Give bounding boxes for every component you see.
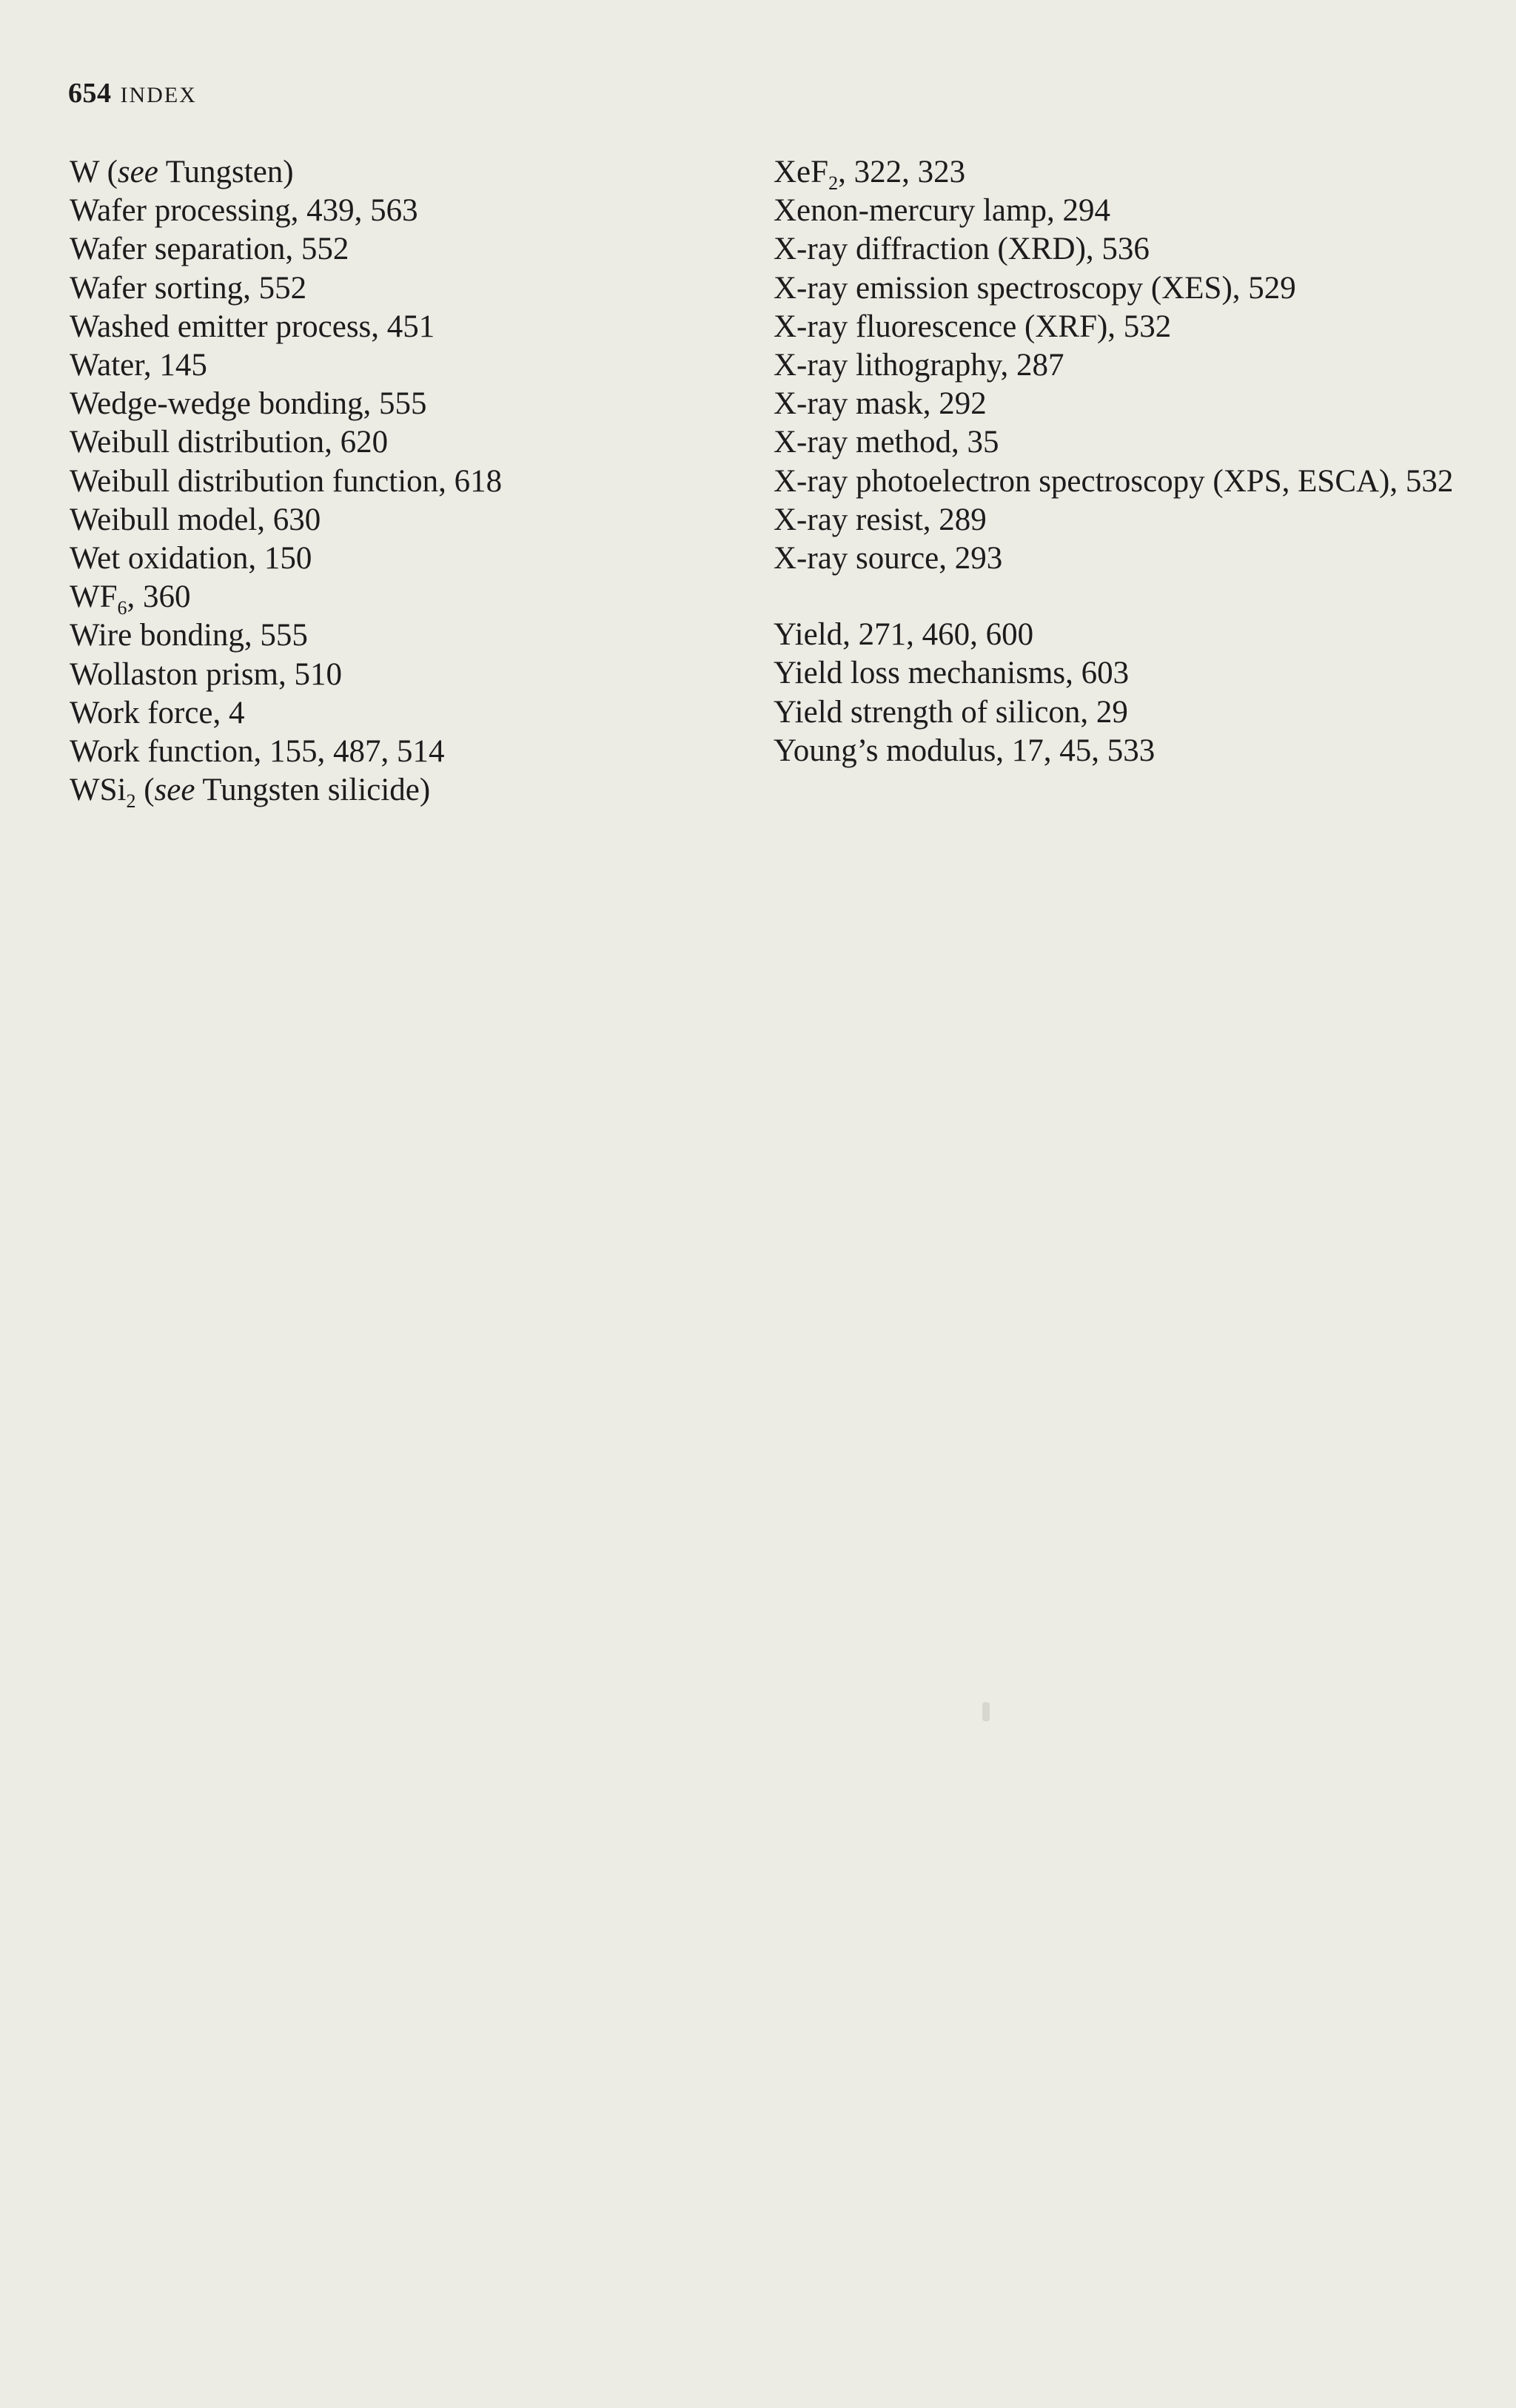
running-head: INDEX	[120, 83, 197, 107]
index-entry: Yield strength of silicon, 29	[774, 694, 1128, 730]
index-column-right	[774, 153, 1484, 770]
index-column-left	[70, 153, 736, 813]
index-entry: X-ray source, 293	[774, 541, 1003, 576]
index-entry: Wafer separation, 552	[70, 232, 349, 267]
index-entry: Young’s modulus, 17, 45, 533	[774, 733, 1156, 768]
index-entry: X-ray photoelectron spectroscopy (XPS, ESCA), 532	[774, 463, 1454, 499]
index-entry: Work function, 155, 487, 514	[70, 734, 445, 770]
index-entry: Xenon-mercury lamp, 294	[774, 193, 1110, 229]
index-entry: Washed emitter process, 451	[70, 309, 435, 344]
index-entry: X-ray lithography, 287	[774, 348, 1064, 383]
index-entry: Work force, 4	[70, 695, 245, 730]
index-entry: $WF_6$, 360	[70, 579, 191, 619]
index-entry: X-ray emission spectroscopy (XES), 529	[774, 270, 1296, 306]
index-entry: XeF$_2$, 322, 323	[774, 155, 966, 194]
index-entry: W (see Tungsten)	[70, 155, 294, 189]
index-entry: Weibull distribution function, 618	[70, 463, 503, 499]
index-entry: X-ray diffraction (XRD), 536	[774, 232, 1150, 267]
index-entry: Wafer processing, 439, 563	[70, 193, 418, 229]
index-entry: X-ray fluorescence (XRF), 532	[774, 309, 1172, 344]
index-entry: Wollaston prism, 510	[70, 656, 342, 692]
index-entry: Yield loss mechanisms, 603	[774, 656, 1130, 691]
index-entry: Wedge-wedge bonding, 555	[70, 386, 427, 422]
index-entry: WSi$_2$ (see Tungsten silicide)	[70, 773, 431, 813]
page-header	[68, 77, 197, 110]
index-entry: Water, 145	[70, 348, 207, 383]
index-entry: Wet oxidation, 150	[70, 541, 312, 576]
index-entry: Weibull distribution, 620	[70, 425, 389, 460]
index-entry: Wafer sorting, 552	[70, 270, 307, 306]
page-number: 654	[68, 78, 112, 109]
index-entry: Wire bonding, 555	[70, 618, 308, 653]
index-entry: Yield, 271, 460, 600	[774, 617, 1034, 653]
index-entry: X-ray mask, 292	[774, 386, 987, 422]
index-entry: X-ray method, 35	[774, 425, 999, 460]
scan-blemish	[982, 1702, 990, 1721]
index-entry: X-ray resist, 289	[774, 502, 987, 537]
index-entry: Weibull model, 630	[70, 502, 321, 537]
